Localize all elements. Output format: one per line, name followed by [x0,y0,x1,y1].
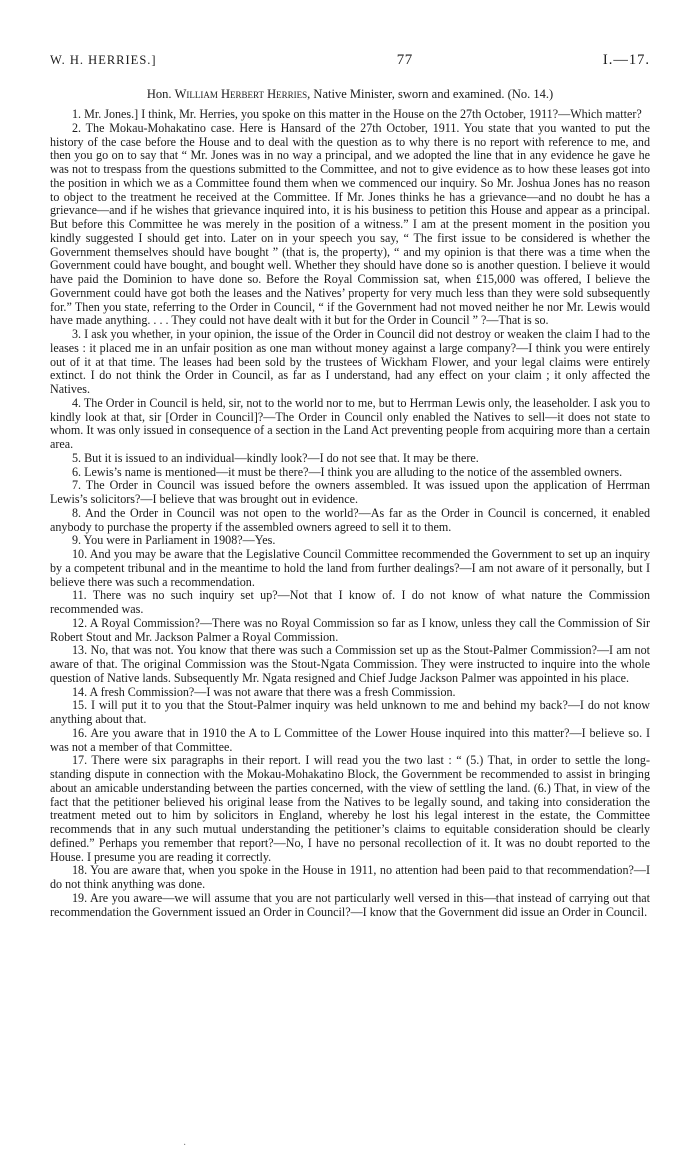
question-10: 10. And you may be aware that the Legislative Council Committee recommended the Government to set up an inquiry by a competent tribunal and in the meantime to hold the land from further dealings?—I am not aware of it personally, but I believe there was such a recommendation. [50,547,650,589]
question-17: 17. There were six paragraphs in their report. I will read you the two last : “ (5.) That, in order to settle the long-standing dispute in connection with the Mokau-Mohakatino Block, the Government be recommended to assist in bringing about an amicable understanding between the parties concerned, with the view of settling the land. (6.) That, in view of the fact that the petitioner believed his original lease from the Natives to be legally sound, and taking into consideration the treatment meted out to him by solicitors in England, whereby he lost his legal interest in the estate, the Committee recommends that in any such mutual understanding the petitioner’s claims to equitable consideration should be clearly defined.” Perhaps you remember that report?—No, I have no personal recollection of it. It was no doubt reported to the House. I presume you are reading it correctly. [50,753,650,864]
question-16: 16. Are you aware that in 1910 the A to L Committee of the Lower House inquired into this matter?—I believe so. I was not a member of that Committee. [50,725,650,754]
question-1: 1. Mr. Jones.] I think, Mr. Herries, you spoke on this matter in the House on the 27th October, 1911?—Which matter? [72,107,642,121]
question-6: 6. Lewis’s name is mentioned—it must be there?—I think you are alluding to the notice of the assembled owners. [72,464,623,479]
question-15: 15. I will put it to you that the Stout-Palmer inquiry was held unknown to me and behind my back?—I do not know anything about that. [50,698,650,726]
question-8: 8. And the Order in Council was not open to the world?—As far as the Order in Council is concerned, it enabled anybody to purchase the property if the assembled owners agreed to sell it to them. [50,505,650,534]
question-12: 12. A Royal Commission?—There was no Royal Commission so far as I know, unless they call the Commission of Sir Robert Stout and Mr. Jackson Palmer a Royal Commission. [50,615,650,644]
question-3: 3. I ask you whether, in your opinion, the issue of the Order in Council did not destroy or weaken the claim I had to the leases : it placed me in an unfair position as one man without money against a large company?—I think you were entirely out of it at that time. The leases had been sold by the trustees of Wickham Flower, and your legal claims were entirely extinct. I do not think the Order in Council, as far as I understand, had any effect on your claim ; it only affected the Natives. [50,327,650,396]
header-witness-name: W. H. HERRIES.] [50,53,157,67]
question-9: 9. You were in Parliament in 1908?—Yes. [72,533,276,548]
heading-witness-name: William Herbert Herries [174,87,308,101]
heading-prefix: Hon. [146,87,175,101]
question-13: 13. No, that was not. You know that there was such a Commission set up as the Stout-Palmer Commission?—I am not aware of that. The original Commission was the Stout-Ngata Commission. They were instructed to inquire into the whole question of Native lands. Subsequently Mr. Ngata resigned and Chief Judge Jackson Palmer was appointed in his place. [50,643,650,685]
testimony-body [50,108,650,919]
document-reference: I.—17. [602,52,650,68]
question-7: 7. The Order in Council was issued before the owners assembled. It was issued upon the application of Herrman Lewis’s solicitors?—I believe that was brought out in evidence. [50,478,650,506]
witness-heading [50,87,650,102]
print-speck: · [183,1140,187,1151]
page-number: 77 [396,52,413,68]
question-4: 4. The Order in Council is held, sir, not to the world nor to me, but to Herrman Lewis only, the leaseholder. I ask you to kindly look at that, sir [Order in Council]?—The Order in Council only enabled the Natives to sell—it does not state to whom. It was only issued in consequence of a section in the Land Act preventing people from acquiring more than a certain area. [50,395,650,451]
question-19: 19. Are you aware—we will assume that you are not particularly well versed in this—that instead of carrying out that recommendation the Government issued an Order in Council?—I know that the Government did issue an Order in Council. [50,890,650,919]
question-11: 11. There was no such inquiry set up?—Not that I know of. I do not know of what nature the Commission recommended was. [50,588,650,616]
question-18: 18. You are aware that, when you spoke in the House in 1911, no attention had been paid to that recommendation?—I do not think anything was done. [50,863,650,891]
page-header [50,52,650,69]
question-2: 2. The Mokau-Mohakatino case. Here is Hansard of the 27th October, 1911. You state that you wanted to put the history of the case before the House and to deal with the question as to why there is no report with reference to me, and then you go on to say that “ Mr. Jones was in no way a principal, and we adopted the line that in any evidence he gave he was not to trespass from the questions submitted to the Committee, and not to give evidence as to how these leases got into the position in which we as a Committee found them when we commenced our inquiry. So Mr. Joshua Jones has no reason to object to the treatment he received at the Committee. If Mr. Jones thinks he has a grievance—and no doubt he has a grievance—and if he wishes that grievance inquired into, it is his business to petition this House and appear as a principal. But before this Committee he was merely in the position of a witness.” I am at the present moment in the position you kindly suggested I should get into. Later on in your speech you say, “ The first issue to be considered is whether the Government themselves should have bought ” (that is, the property), “ and my opinion is that there was a time when the Government could have bought, and bought well. Whether they should have done so is another question. I believe it would have paid the Dominion to have done so. Before the Royal Commission sat, when £15,000 was offered, I believe the Government could have got both the leases and the Natives’ property for very much less than they were sold subsequently for.” Then you state, referring to the Order in Council, “ if the Government had not moved neither he nor Mr. Lewis would have made anything. . . . They could not have dealt with it but for the Order in Council ” ?—That is so. [50,120,650,328]
heading-rest: , Native Minister, sworn and examined. (No. 14.) [307,87,554,101]
question-14: 14. A fresh Commission?—I was not aware that there was a fresh Commission. [72,684,456,699]
question-5: 5. But it is issued to an individual—kindly look?—I do not see that. It may be there. [72,450,479,465]
